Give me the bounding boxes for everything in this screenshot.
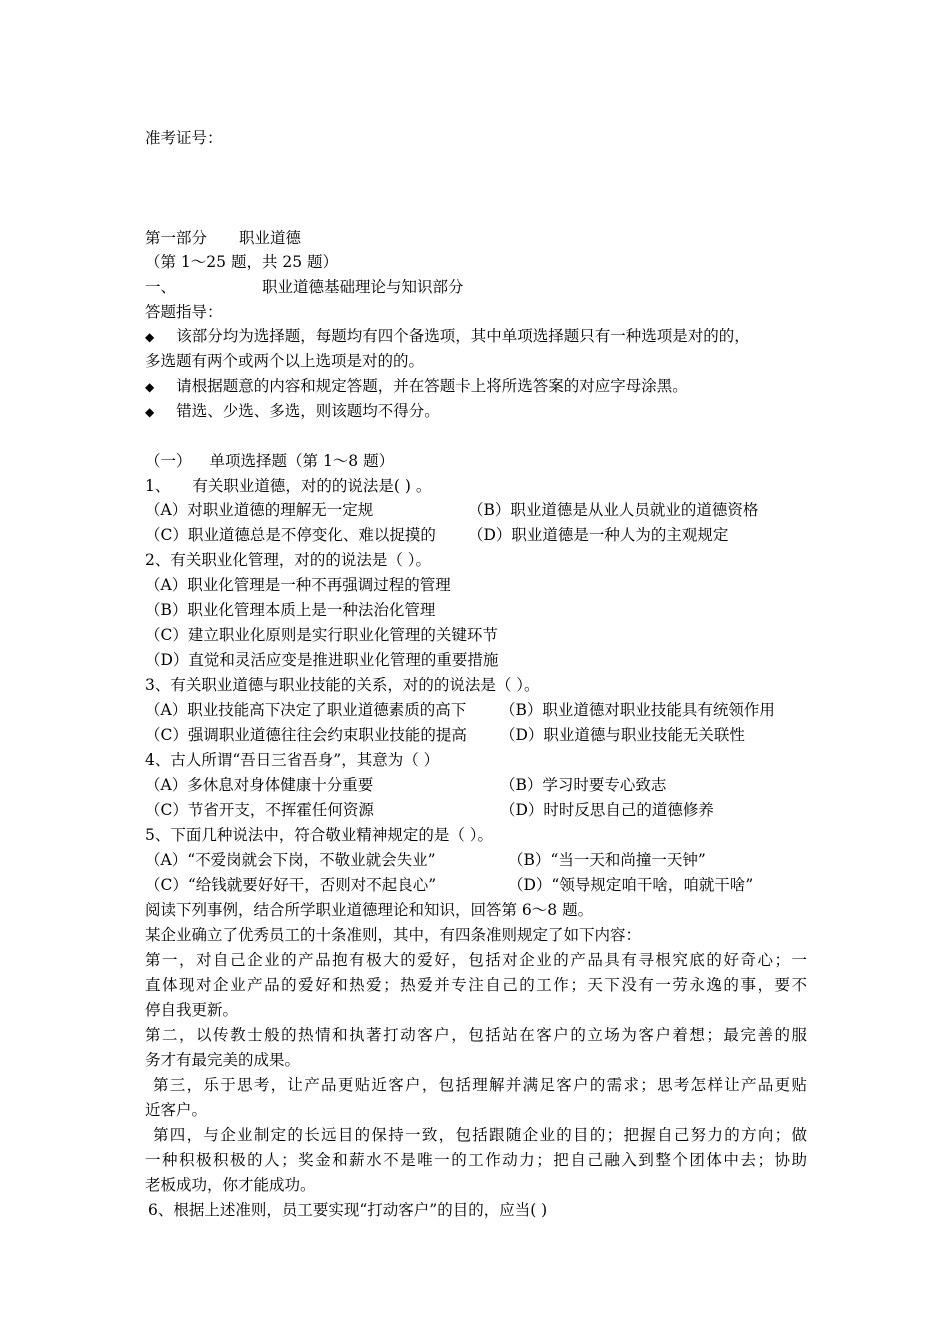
q1-option-d: （D）职业道德是一种人为的主观规定 [468,526,729,544]
q2-option-c: （C）建立职业化原则是实行职业化管理的关键环节 [145,626,498,644]
q4-option-d: （D）时时反思自己的道德修养 [500,801,714,819]
subsection-heading [145,451,394,471]
diamond-bullet-icon: ◆ [145,405,155,419]
q2-option-b: （B）职业化管理本质上是一种法治化管理 [145,601,436,619]
question-6-stem: 6、根据上述准则，员工要实现“打动客户”的目的，应当( ) [148,1201,548,1219]
q4-option-c: （C）节省开支，不挥霍任何资源 [145,801,374,819]
guide-title: 答题指导： [145,303,223,321]
q1-option-c: （C）职业道德总是不停变化、难以捉摸的 [145,526,436,544]
case-rule-2-line-1: 第二，以传教士般的热情和执著打动客户，包括站在客户的立场为客户着想；最完善的服 [145,1026,807,1044]
q3-option-d: （D）职业道德与职业技能无关联性 [500,726,745,744]
q3-option-a: （A）职业技能高下决定了职业道德素质的高下 [145,701,467,719]
q3-option-c: （C）强调职业道德往往会约束职业技能的提高 [145,726,467,744]
case-rule-4-line-1: 第四，与企业制定的长远目的保持一致，包括跟随企业的目的；把握自己努力的方向；做 [153,1126,807,1144]
question-1-number: 1、 [145,477,171,495]
part-range: （第 1～25 题，共 25 题） [145,253,339,271]
section-title: 职业道德基础理论与知识部分 [262,278,464,296]
subsection-title: 单项选择题（第 1～8 题） [209,452,395,470]
q2-option-d: （D）直觉和灵活应变是推进职业化管理的重要措施 [145,651,499,669]
case-rule-4-line-3: 老板成功，你才能成功。 [145,1176,316,1194]
q5-option-a: （A）“不爱岗就会下岗，不敬业就会失业” [145,851,436,869]
q4-option-a: （A）多休息对身体健康十分重要 [145,776,374,794]
q5-option-b: （B）“当一天和尚撞一天钟” [508,851,706,869]
subsection-number: （一） [145,452,192,470]
question-2-stem: 2、有关职业化管理，对的的说法是（ ）。 [145,551,432,569]
q5-option-c: （C）“给钱就要好好干，否则对不起良心” [145,876,437,894]
diamond-bullet-icon: ◆ [145,380,155,394]
q3-option-b: （B）职业道德对职业技能具有统领作用 [500,701,775,719]
question-3-stem: 3、有关职业道德与职业技能的关系，对的的说法是（ ）。 [145,676,540,694]
case-rule-2-line-2: 务才有最完美的成果。 [145,1051,301,1069]
q2-option-a: （A）职业化管理是一种不再强调过程的管理 [145,576,451,594]
part-name: 职业道德 [239,229,302,247]
case-rule-3-line-1: 第三，乐于思考，让产品更贴近客户，包括理解并满足客户的需求；思考怎样让产品更贴 [153,1076,807,1094]
guide-bullet-3 [145,401,440,422]
case-lead: 某企业确立了优秀员工的十条准则，其中，有四条准则规定了如下内容： [145,926,642,944]
guide-text-1-cont: 多选题有两个或两个以上选项是对的的。 [145,352,425,370]
case-rule-1-line-1: 第一，对自己企业的产品抱有极大的爱好，包括对企业的产品具有寻根究底的好奇心；一 [145,951,807,969]
q1-option-a: （A）对职业道德的理解无一定规 [145,501,374,519]
guide-text-1: 该部分均为选择题，每题均有四个备选项，其中单项选择题只有一种选项是对的的， [176,327,750,345]
q5-option-d: （D）“领导规定咱干啥，咱就干啥” [508,876,754,894]
question-1-stem [145,476,431,496]
guide-text-2: 请根据题意的内容和规定答题，并在答题卡上将所选答案的对应字母涂黑。 [176,377,688,395]
case-rule-1-line-3: 停自我更新。 [145,1001,239,1019]
q1-option-b: （B）职业道德是从业人员就业的道德资格 [468,501,759,519]
diamond-bullet-icon: ◆ [145,330,155,344]
guide-text-3: 错选、少选、多选，则该题均不得分。 [176,402,440,420]
exam-id-label: 准考证号： [145,129,223,147]
q4-option-b: （B）学习时要专心致志 [500,776,667,794]
case-rule-1-line-2: 直体现对企业产品的爱好和热爱；热爱并专注自己的工作；天下没有一劳永逸的事，要不 [145,976,807,994]
case-rule-3-line-2: 近客户。 [145,1101,208,1119]
part-title: 第一部分 [145,229,208,247]
case-intro: 阅读下列事例，结合所学职业道德理论和知识，回答第 6～8 题。 [145,901,594,919]
part-heading [145,228,301,248]
guide-bullet-1 [145,326,750,347]
section-number: 一、 [145,278,177,296]
case-rule-4-line-2: 一种积极积极的人；奖金和薪水不是唯一的工作动力；把自己融入到整个团体中去；协助 [145,1151,807,1169]
question-4-stem: 4、古人所谓“吾日三省吾身”，其意为（ ） [145,751,440,769]
section-heading [145,277,464,297]
guide-bullet-2 [145,376,688,397]
question-1-text: 有关职业道德，对的的说法是( ) 。 [192,477,432,495]
question-5-stem: 5、下面几种说法中，符合敬业精神规定的是（ ）。 [145,826,494,844]
